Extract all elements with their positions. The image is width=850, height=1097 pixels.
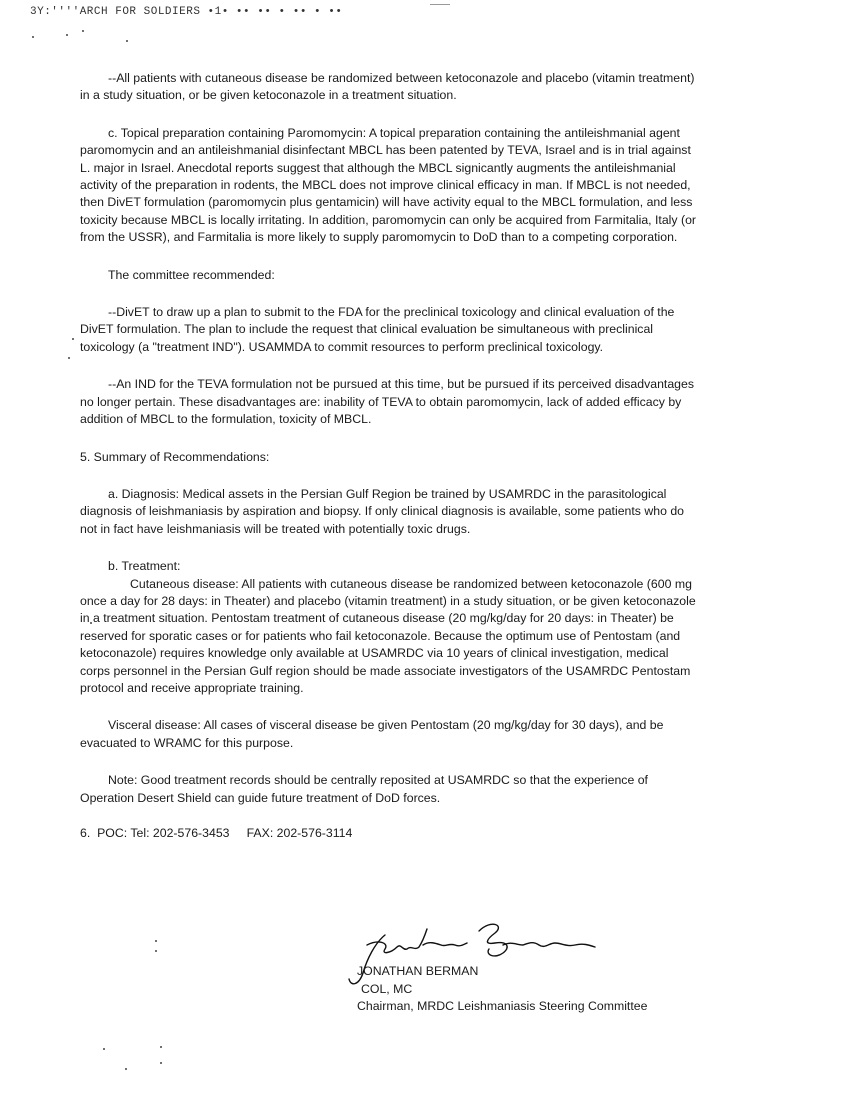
scan-speck [160,1062,162,1064]
signer-title: Chairman, MRDC Leishmaniasis Steering Committee [357,999,648,1013]
scan-speck [125,1068,127,1070]
paragraph-divet-plan: --DivET to draw up a plan to submit to the FDA for the preclinical toxicology and clinical evaluation of the DivET formulation. The plan to include the request that clinical evaluation be simultaneous with preclinical toxicology (a "treatment IND"). USAMMDA to commit resources to perform preclinical toxicology. [80,305,675,354]
poc-line [80,825,700,842]
paragraph-diagnosis: a. Diagnosis: Medical assets in the Persian Gulf Region be trained by USAMRDC in the parasitological diagnosis of leishmaniasis by aspiration and biopsy. If only clinical diagnosis is available, some patients who do not in fact have leishmaniasis will be treated with potentially toxic drugs. [80,486,685,536]
signature-block [345,915,715,1035]
section-heading-summary: 5. Summary of Recommendations: [80,449,270,464]
paragraph-topical-paromomycin: c. Topical preparation containing Paromomycin: A topical preparation containing the antileishmanial agent paromomycin and an antileishmanial disinfectant MBCL has been patented by TEVA, Israel and is in trial against L. major in Israel. Anecdotal reports suggest that although the MBCL signicantly augments the antileishmanial activity of the preparation in rodents, the MBCL does not improve clinical efficacy in man. If MBCL is not needed, then DivET formulation (paromomycin plus gentamicin) will have activity equal to the MBCL formulation, and less toxicity because MBCL is locally irritating. In addition, paromomycin can only be acquired from Farmitalia, Italy (or from the USSR), and Farmitalia is more likely to supply paromomycin to DoD than to a competing corporation. [80,125,697,245]
scan-speck [32,36,34,38]
fax-header-rule [430,4,450,5]
signer-rank: COL, MC [361,981,413,996]
scan-speck [72,338,74,340]
poc-label: 6. POC: [80,826,128,840]
signature-text [357,963,647,1016]
scan-speck [160,1046,162,1048]
paragraph-committee-recommended: The committee recommended: [108,267,275,282]
scan-speck [82,30,84,32]
signer-name: JONATHAN BERMAN [357,964,479,978]
poc-tel: Tel: 202-576-3453 [130,826,230,840]
subheading-treatment: b. Treatment: [108,559,181,574]
scan-speck [68,357,70,359]
paragraph-note: Note: Good treatment records should be centrally reposited at USAMRDC so that the experience of Operation Desert Shield can guide future treatment of DoD forces. [80,773,648,805]
paragraph-cutaneous-disease: Cutaneous disease: All patients with cutaneous disease be randomized between ketoconazole (600 mg once a day for 28 days: in Theater) and placebo (vitamin treatment) in a study situation, or be given ketoconazole in a treatment situation. Pentostam treatment of cutaneous disease (20 mg/kg/day for 20 days: in Theater) be reserved for sporatic cases or for patients who fail ketoconazole. Because the optimum use of Pentostam (and ketoconazole) requires knowledge only available at USAMRDC via 10 years of clinical investigation, medical corps personnel in the Persian Gulf region should be made associate investigators of the USAMRDC Pentostam protocol and receive appropriate training. [80,576,696,695]
paragraph-teva-ind: --An IND for the TEVA formulation not be pursued at this time, but be pursued if its perceived disadvantages no longer pertain. These disadvantages are: inability of TEVA to obtain paromomycin, lack of added efficacy by addition of MBCL to the formulation, toxicity of MBCL. [80,377,695,427]
poc-fax: FAX: 202-576-3114 [246,826,353,840]
scan-speck [155,940,157,942]
paragraph-visceral-disease: Visceral disease: All cases of visceral disease be given Pentostam (20 mg/kg/day for 30 days), and be evacuated to WRAMC for this purpose. [80,718,664,750]
scan-speck [155,950,157,952]
scan-speck [126,40,128,42]
scan-speck [66,34,68,36]
paragraph-ketoconazole-placebo: --All patients with cutaneous disease be randomized between ketoconazole and placebo (vitamin treatment) in a study situation, or be given ketoconazole in a treatment situation. [80,71,695,103]
memo-body [80,70,700,842]
fax-header: 3Y:''''ARCH FOR SOLDIERS •1• •• •• • •• • •• [30,6,343,18]
scan-speck [103,1048,105,1050]
